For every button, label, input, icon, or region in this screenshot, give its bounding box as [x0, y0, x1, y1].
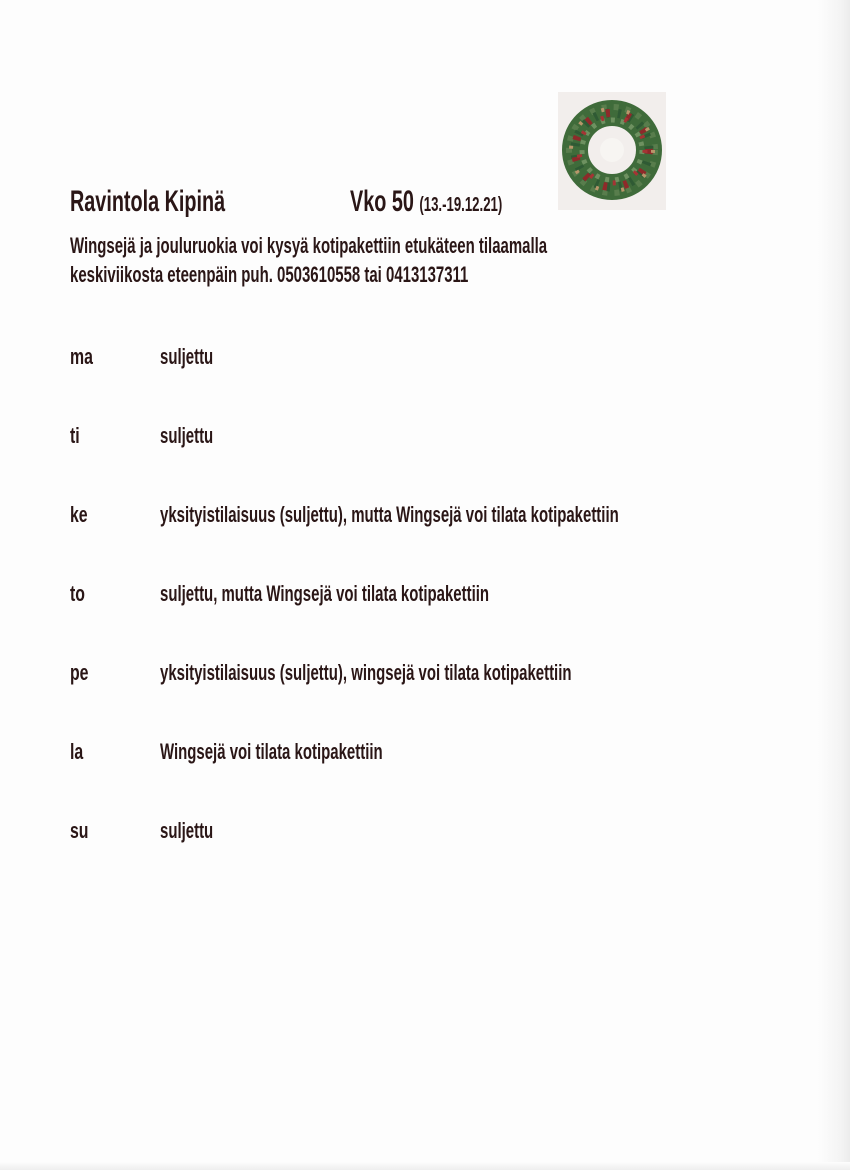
day-label-pe: pe: [70, 660, 89, 685]
scan-edge-bottom: [0, 1162, 850, 1170]
day-note-to: suljettu, mutta Wingsejä voi tilata kotipakettiin: [160, 581, 490, 606]
christmas-wreath-image: [558, 92, 666, 210]
day-note-ke: yksityistilaisuus (suljettu), mutta Wingsejä voi tilata kotipakettiin: [160, 502, 619, 527]
week-range: (13.-19.12.21): [419, 194, 503, 216]
info-line-2: keskiviikosta eteenpäin puh. 0503610558 tai 0413137311: [70, 262, 469, 287]
day-note-su: suljettu: [160, 818, 214, 843]
day-label-ti: ti: [70, 423, 80, 448]
scan-edge-right: [818, 0, 850, 1170]
day-note-la: Wingsejä voi tilata kotipakettiin: [160, 739, 383, 764]
day-note-pe: yksityistilaisuus (suljettu), wingsejä voi tilata kotipakettiin: [160, 660, 572, 685]
restaurant-title: Ravintola Kipinä: [70, 185, 226, 218]
day-label-ma: ma: [70, 344, 93, 369]
day-label-to: to: [70, 581, 85, 606]
week-label: Vko 50: [350, 185, 414, 218]
day-label-ke: ke: [70, 502, 88, 527]
info-line-1: Wingsejä ja jouluruokia voi kysyä kotipakettiin etukäteen tilaamalla: [70, 233, 548, 258]
week-heading: [350, 185, 502, 219]
day-label-su: su: [70, 818, 89, 843]
day-note-ti: suljettu: [160, 423, 214, 448]
day-note-ma: suljettu: [160, 344, 214, 369]
day-label-la: la: [70, 739, 84, 764]
